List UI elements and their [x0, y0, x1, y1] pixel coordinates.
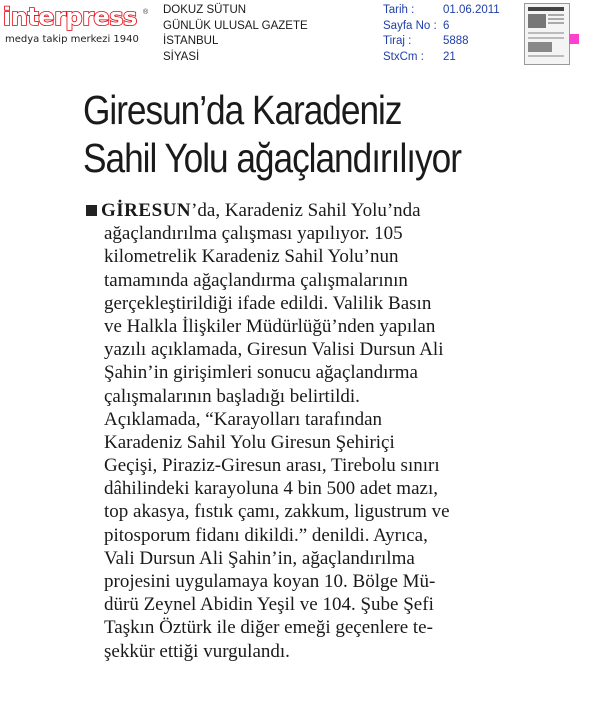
article-line: şekkür ettiği vurgulandı. [104, 640, 290, 662]
square-bullet-icon [86, 205, 97, 216]
article-line: dürü Zeynel Abidin Yeşil ve 104. Şube Şefi [104, 594, 434, 616]
article-line: Geçişi, Piraziz-Giresun arası, Tirebolu sınırı [104, 455, 440, 477]
logo-wordmark: interpress [3, 3, 137, 31]
article-first-line [86, 199, 516, 222]
logo-registered-mark: ® [143, 9, 149, 16]
article-line: kilometrelik Karadeniz Sahil Yolu’nun [104, 246, 399, 268]
clipping-meta [383, 3, 500, 65]
meta-key: Tiraj : [383, 35, 412, 47]
publication-type: GÜNLÜK ULUSAL GAZETE [163, 19, 308, 32]
article-line: projesini uygulamaya koyan 10. Bölge Mü- [104, 571, 436, 592]
headline-line: Giresun’da Karadeniz [83, 87, 402, 133]
meta-value: 6 [443, 19, 450, 32]
article-line: Şahin’in girişimleri sonucu ağaçlandırma [104, 362, 418, 384]
article-line-text: ’da, Karadeniz Sahil Yolu’nda [191, 200, 421, 221]
article-line: Vali Dursun Ali Şahin’in, ağaçlandırılma [104, 547, 415, 569]
article-line: ağaçlandırılma çalışması yapılıyor. 105 [104, 223, 403, 245]
page-thumbnail [524, 3, 570, 65]
meta-value: 5888 [443, 35, 469, 47]
publication-name: DOKUZ SÜTUN [163, 4, 247, 16]
meta-key: StxCm : [383, 50, 424, 63]
article-dateline: GİRESUN [101, 200, 192, 221]
publication-city: İSTANBUL [163, 35, 219, 47]
article-line: gerçekleştirildiği ifade edildi. Valilik Basın [104, 292, 432, 314]
article-body [86, 199, 516, 663]
meta-key: Tarih : [383, 4, 415, 16]
article-line: tamamında ağaçlandırma çalışmalarının [104, 269, 408, 291]
logo-tagline: medya takip merkezi 1940 [5, 34, 139, 45]
publication-info [163, 3, 308, 65]
article-line: ve Halkla İlişkiler Müdürlüğü’nden yapılan [104, 315, 436, 337]
article-line: top akasya, fıstık çamı, zakkum, ligustrum ve [104, 501, 450, 523]
meta-key: Sayfa No : [383, 19, 437, 32]
interpress-logo [3, 3, 153, 49]
meta-value: 21 [443, 50, 456, 63]
article-line: çalışmalarının başladığı belirtildi. [104, 385, 360, 407]
article-line: dâhilindeki karayoluna 4 bin 500 adet mazı, [104, 478, 438, 500]
article-line: Karadeniz Sahil Yolu Giresun Şehiriçi [104, 431, 395, 453]
meta-row-stxcm [383, 50, 500, 66]
meta-row-circulation [383, 34, 500, 50]
meta-value: 01.06.2011 [443, 4, 500, 16]
headline-line: Sahil Yolu ağaçlandırılıyor [83, 135, 461, 181]
article-headline [83, 86, 513, 182]
article-line: Taşkın Öztürk ile diğer emeği geçenlere te- [104, 617, 433, 639]
clipping-header [0, 0, 590, 80]
meta-row-date [383, 3, 500, 19]
article-line: pitosporum fidanı dikildi.” denildi. Ayrıca, [104, 524, 428, 546]
article-line: yazılı açıklamada, Giresun Valisi Dursun Ali [104, 339, 444, 361]
meta-row-page [383, 19, 500, 35]
clip-location-marker [569, 34, 579, 44]
article-line: Açıklamada, “Karayolları tarafından [104, 408, 382, 430]
publication-section: SİYASİ [163, 50, 200, 63]
